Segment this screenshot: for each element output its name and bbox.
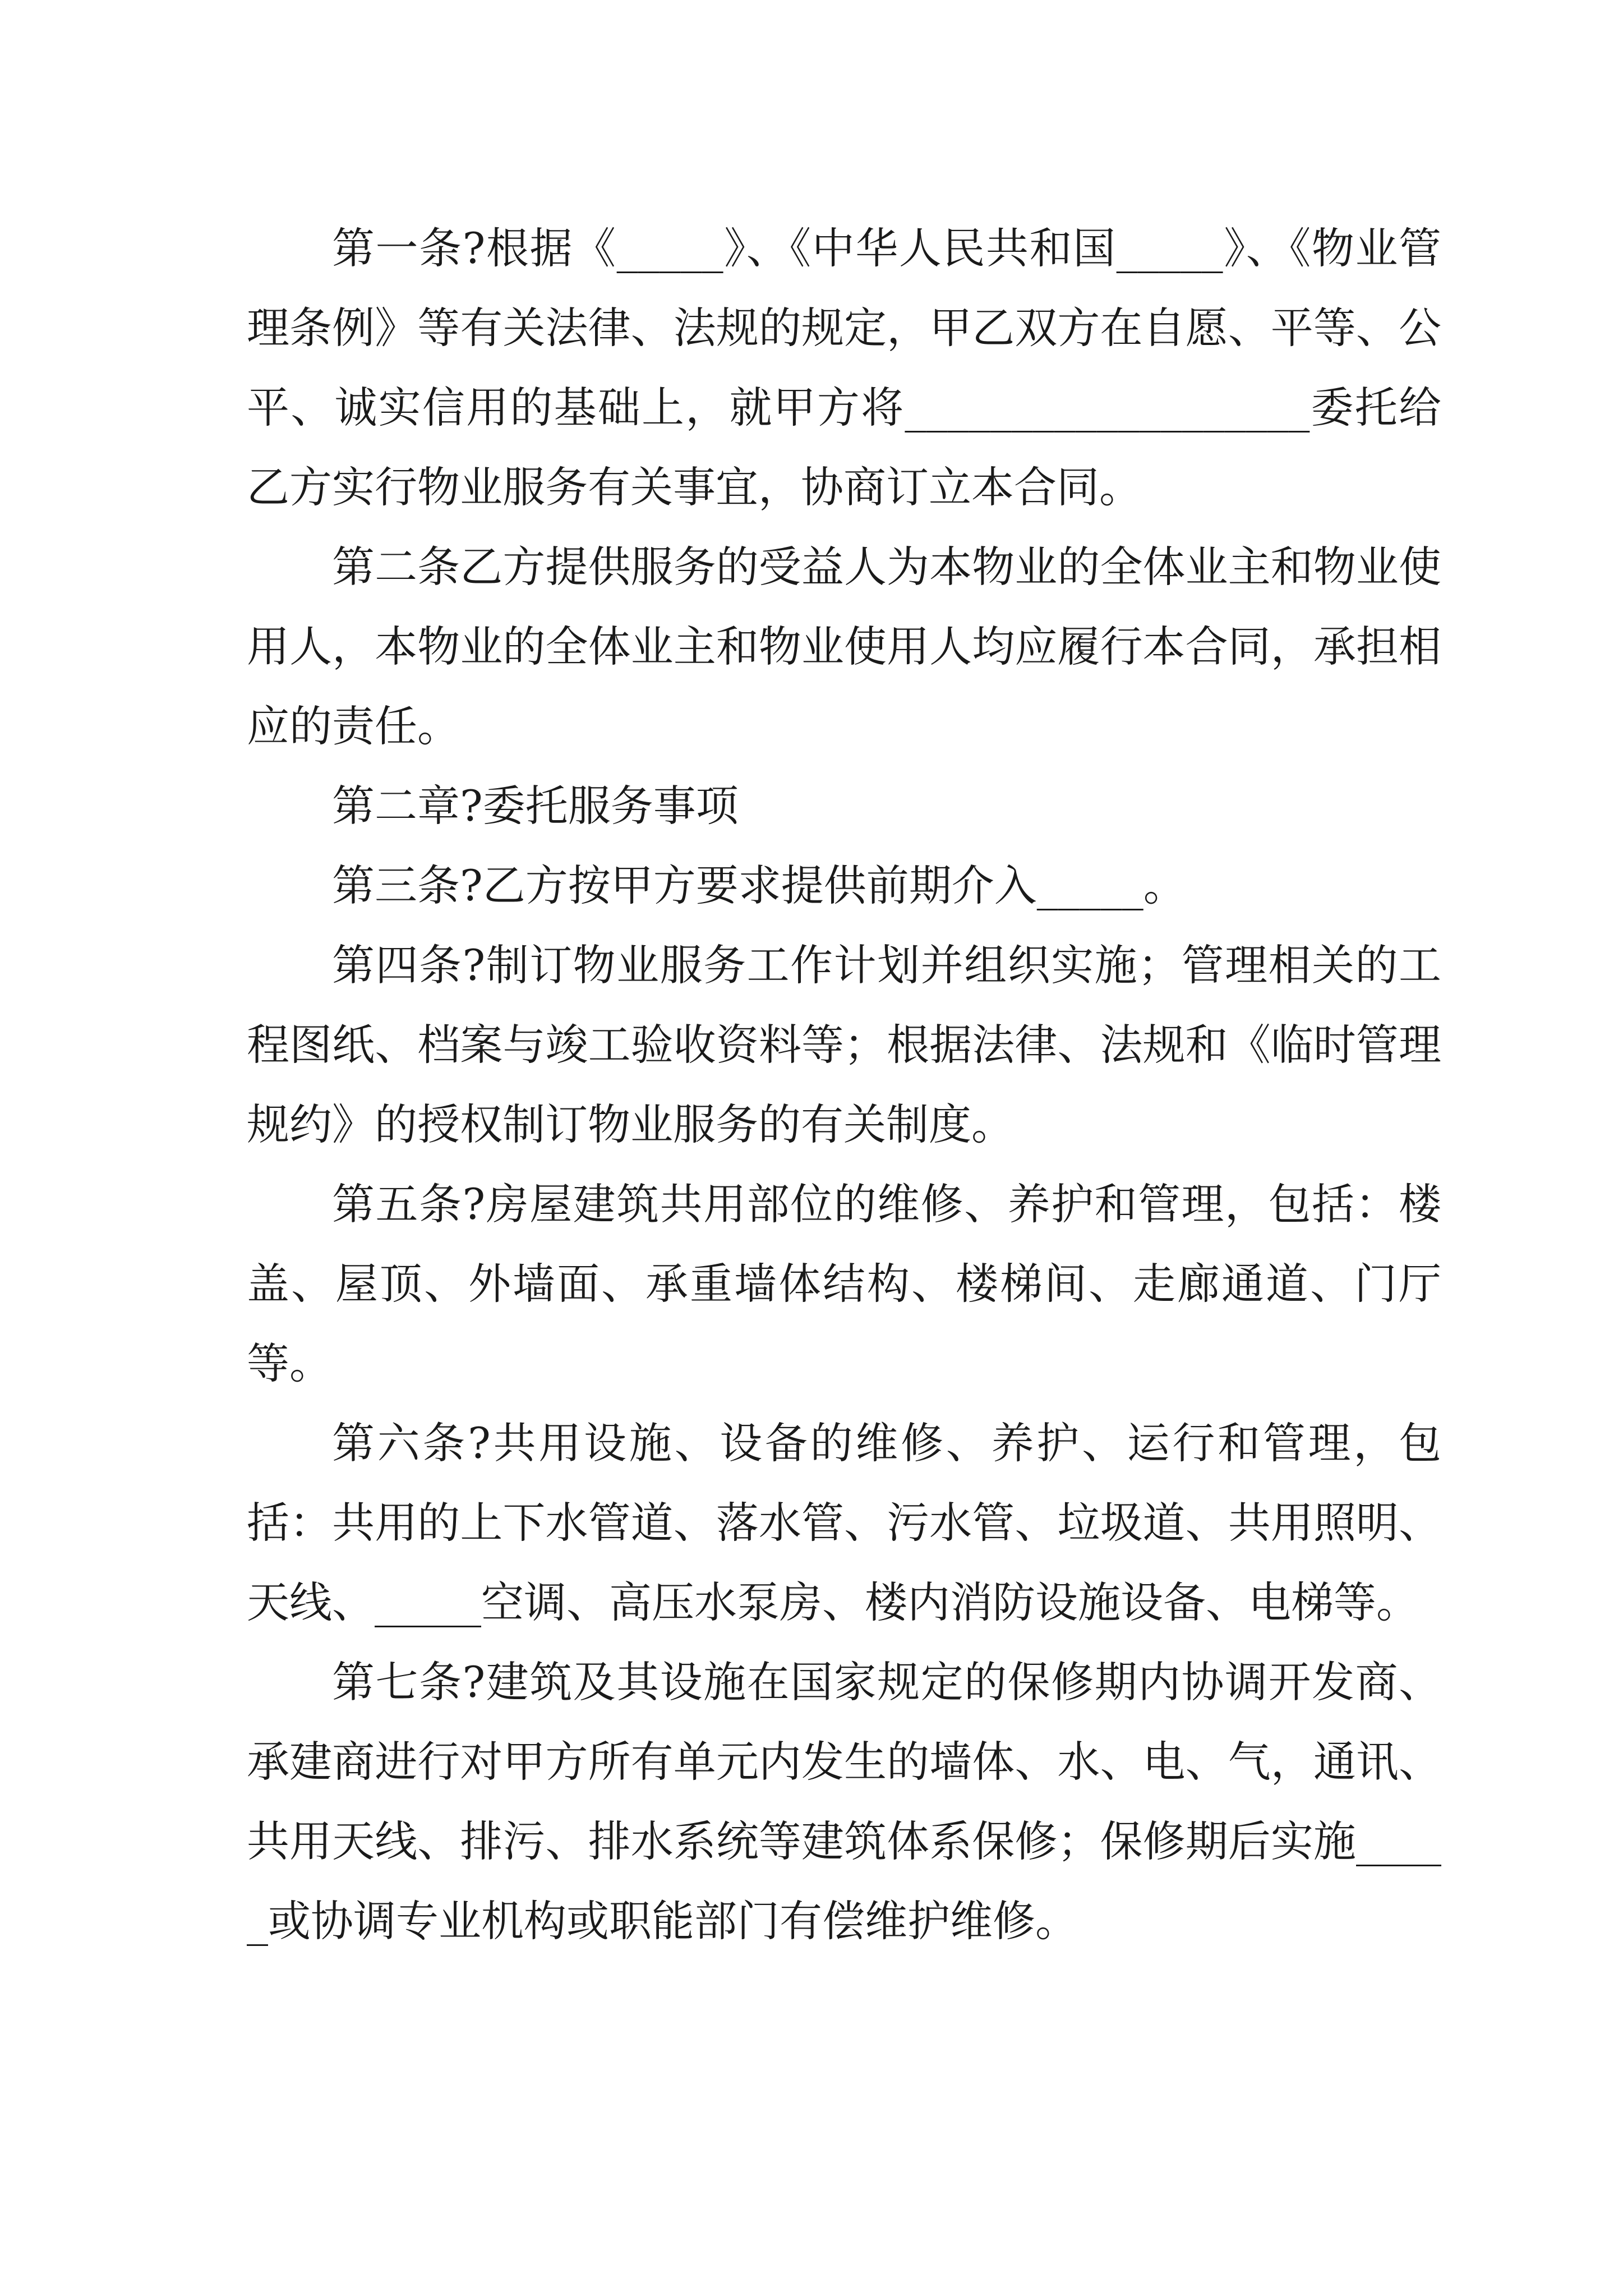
- paragraph-article-5: 第五条?房屋建筑共用部位的维修、养护和管理，包括：楼盖、屋顶、外墙面、承重墙体结构、楼梯间、走廊通道、门厅等。: [247, 1179, 1441, 1388]
- chapter-heading: 第二章?委托服务事项: [332, 781, 739, 831]
- paragraph-article-6: 第六条?共用设施、设备的维修、养护、运行和管理，包括：共用的上下水管道、落水管、污水管、垃圾道、共用照明、天线、_____空调、高压水泵房、楼内消防设施设备、电梯等。: [247, 1418, 1441, 1627]
- paragraph-article-4: 第四条?制订物业服务工作计划并组织实施；管理相关的工程图纸、档案与竣工验收资料等；根据法律、法规和《临时管理规约》的授权制订物业服务的有关制度。: [247, 940, 1441, 1149]
- paragraph-article-2: 第二条乙方提供服务的受益人为本物业的全体业主和物业使用人，本物业的全体业主和物业使用人均应履行本合同，承担相应的责任。: [247, 542, 1441, 751]
- paragraph-article-3: 第三条?乙方按甲方要求提供前期介入_____。: [332, 861, 1186, 910]
- paragraph-article-1: 第一条?根据《_____》、《中华人民共和国_____》、《物业管理条例》等有关法律、法规的规定，甲乙双方在自愿、平等、公平、诚实信用的基础上，就甲方将___________________委托给乙方实行物业服务有关事宜，协商订立本合同。: [247, 223, 1441, 512]
- document-body: [247, 209, 1441, 1961]
- paragraph-article-7: 第七条?建筑及其设施在国家规定的保修期内协调开发商、承建商进行对甲方所有单元内发生的墙体、水、电、气，通讯、共用天线、排污、排水系统等建筑体系保修；保修期后实施_____或协调专业机构或职能部门有偿维护维修。: [247, 1657, 1441, 1946]
